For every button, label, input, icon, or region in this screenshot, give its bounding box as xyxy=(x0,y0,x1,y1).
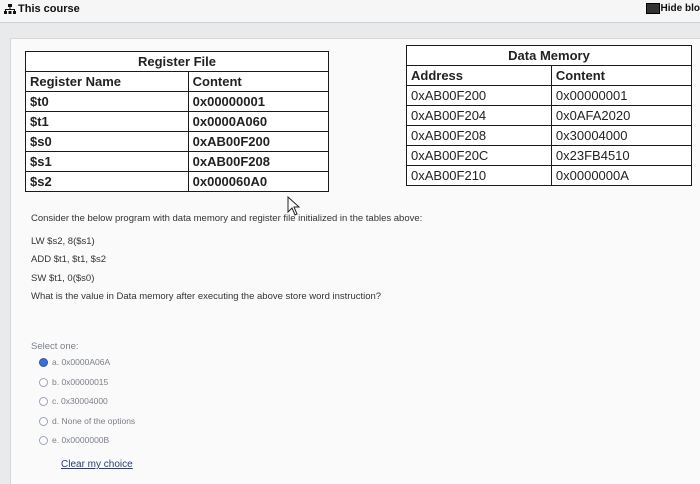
table-row xyxy=(26,112,329,132)
question-content xyxy=(10,38,700,484)
register-name-cell: $t1 xyxy=(26,112,189,132)
select-one-label: Select one: xyxy=(31,341,79,352)
register-content-cell: 0x00000001 xyxy=(188,92,328,112)
memory-content-cell: 0x23FB4510 xyxy=(551,146,691,166)
table-row xyxy=(407,146,692,166)
address-cell: 0xAB00F208 xyxy=(407,126,552,146)
register-name-cell: $s2 xyxy=(26,172,189,192)
register-content-cell: 0x0000A060 xyxy=(188,112,328,132)
radio-icon[interactable] xyxy=(39,378,48,387)
hide-blocks-icon xyxy=(646,3,660,14)
program-line: ADD $t1, $t1, $s2 xyxy=(31,254,106,265)
this-course-link[interactable] xyxy=(4,3,80,15)
register-name-cell: $s0 xyxy=(26,132,189,152)
radio-selected-icon[interactable] xyxy=(39,358,48,367)
memory-content-cell: 0x00000001 xyxy=(551,86,691,106)
table-row xyxy=(26,92,329,112)
register-content-cell: 0x000060A0 xyxy=(188,172,328,192)
answer-option-d[interactable] xyxy=(39,416,135,426)
radio-icon[interactable] xyxy=(39,417,48,426)
program-line: LW $s2, 8($s1) xyxy=(31,236,95,247)
question-prompt: What is the value in Data memory after executing the above store word instruction? xyxy=(31,291,382,302)
answer-option-b[interactable] xyxy=(39,377,108,387)
memory-content-header: Content xyxy=(551,66,691,86)
option-label: d. None of the options xyxy=(52,416,136,426)
clear-choice-link[interactable]: Clear my choice xyxy=(61,459,133,470)
address-cell: 0xAB00F20C xyxy=(407,146,552,166)
table-row xyxy=(26,172,329,192)
register-file-table xyxy=(25,51,329,192)
sitemap-icon xyxy=(4,4,16,15)
data-memory-table xyxy=(406,45,692,186)
table-row xyxy=(407,86,692,106)
program-line: SW $t1, 0($s0) xyxy=(31,273,95,284)
register-name-cell: $s1 xyxy=(26,152,189,172)
table-row xyxy=(26,152,329,172)
hide-blocks-label: Hide blo xyxy=(660,3,700,14)
register-content-header: Content xyxy=(188,72,328,92)
question-intro: Consider the below program with data memory and register file initialized in the tables above: xyxy=(31,213,423,224)
memory-content-cell: 0x0000000A xyxy=(551,166,691,186)
address-header: Address xyxy=(407,66,552,86)
register-content-cell: 0xAB00F200 xyxy=(188,132,328,152)
data-memory-title: Data Memory xyxy=(407,46,692,66)
register-content-cell: 0xAB00F208 xyxy=(188,152,328,172)
radio-icon[interactable] xyxy=(39,397,48,406)
memory-content-cell: 0x30004000 xyxy=(551,126,691,146)
option-label: c. 0x30004000 xyxy=(52,396,108,406)
register-file-title: Register File xyxy=(26,52,329,72)
this-course-label: This course xyxy=(18,3,80,15)
answer-option-e[interactable] xyxy=(39,435,109,445)
option-label: a. 0x0000A06A xyxy=(52,357,111,367)
table-row xyxy=(407,166,692,186)
memory-content-cell: 0x0AFA2020 xyxy=(551,106,691,126)
address-cell: 0xAB00F200 xyxy=(407,86,552,106)
top-bar xyxy=(0,0,700,23)
table-row xyxy=(407,126,692,146)
address-cell: 0xAB00F210 xyxy=(407,166,552,186)
option-label: e. 0x0000000B xyxy=(52,435,110,445)
register-name-header: Register Name xyxy=(26,72,189,92)
register-name-cell: $t0 xyxy=(26,92,189,112)
answer-option-c[interactable] xyxy=(39,396,108,406)
address-cell: 0xAB00F204 xyxy=(407,106,552,126)
hide-blocks-button[interactable] xyxy=(646,3,700,14)
option-label: b. 0x00000015 xyxy=(52,377,109,387)
radio-icon[interactable] xyxy=(39,436,48,445)
table-row xyxy=(26,132,329,152)
answer-option-a[interactable] xyxy=(39,357,110,367)
table-row xyxy=(407,106,692,126)
